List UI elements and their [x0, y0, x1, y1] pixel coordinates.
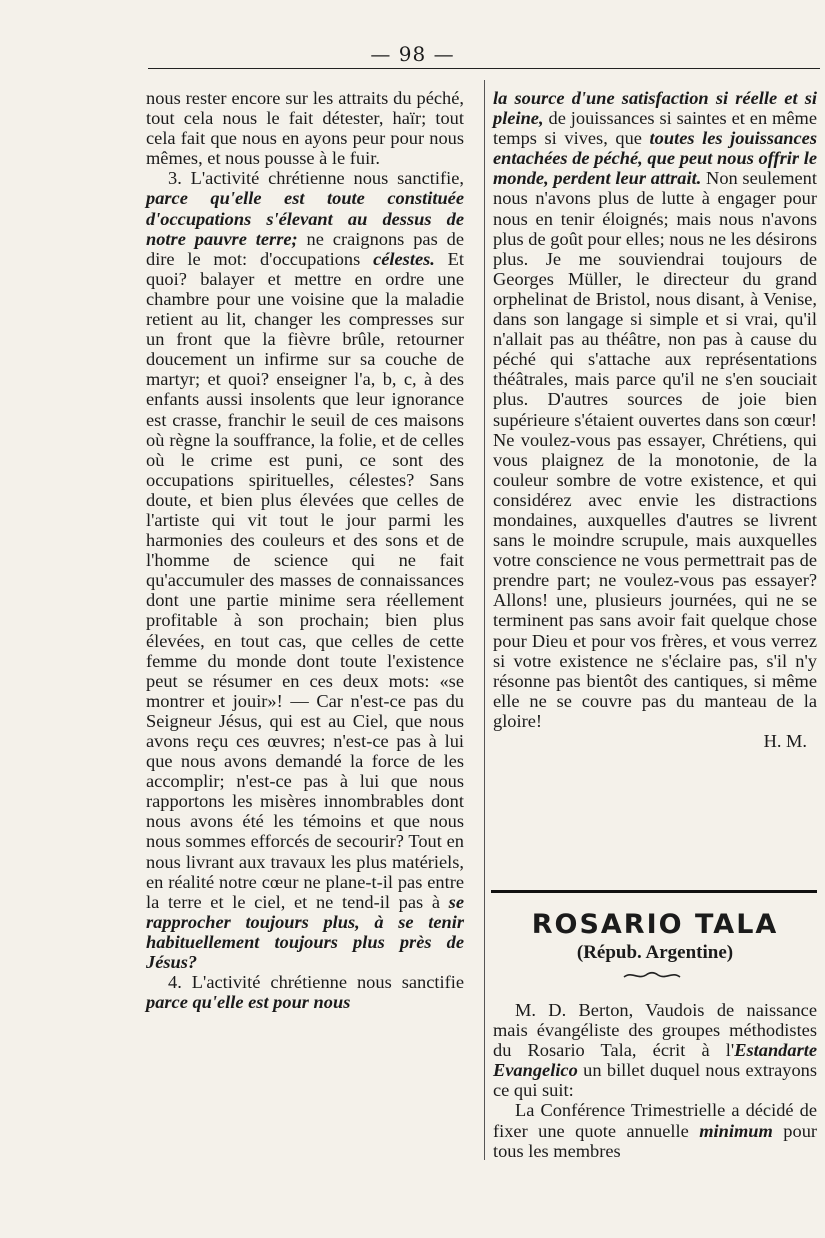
italic-text: minimum: [699, 1120, 773, 1141]
right-column: [493, 88, 817, 751]
paragraph-text: 3. L'activité chrétienne nous sanctifie,: [168, 168, 464, 189]
section-body: [493, 1000, 817, 1161]
italic-text: célestes.: [373, 248, 435, 269]
paragraph-text: Et quoi? balayer et mettre en ordre une chambre pour une voisine que la maladie retient au lit, changer les compresses sur un front que la fièvre brûle, retourner doucement un infirme sur sa couche de martyr; et quoi? enseigner l'a, b, c, à des enfants aussi insolents que leur ignorance est crasse, franchir le seuil de ces maisons où règne la souffrance, la folie, et de celles où le crime est puni, ce sont des occupations spirituelles, célestes? Sans doute, et bien plus élevées que celles de l'artiste qui vit tout le jour parmi les harmonies des couleurs et des sons et de l'homme de science qui ne fait qu'accumuler des masses de connaissances dont une partie minime sera réellement profitable à son prochain; bien plus élevées, en tout cas, que celles de cette femme du monde dont toute l'existence peut se résumer en ces deux mots: «se montrer et jouir»! — Car n'est-ce pas du Seigneur Jésus, qui est au Ciel, que nous avons reçu ces œuvres; n'est-ce pas à lui que nous avons demandé la force de les accomplir; n'est-ce pas à lui que nous rapportons les misères innombrables dont nous avons été les témoins et que nous nous sommes efforcés de secourir? Tout en nous livrant aux travaux les plus matériels, en réalité notre cœur ne plane-t-il pas entre la terre et le ciel, et ne tend-il pas à: [146, 248, 464, 912]
section-subtitle: (Répub. Argentine): [576, 942, 734, 963]
italic-text: se rapprocher toujours plus, à se tenir habituellement toujours plus près de Jésus?: [146, 891, 464, 973]
italic-text: parce qu'elle est toute constituée d'occupations s'élevant au dessus de notre pauvre terre;: [146, 188, 464, 249]
italic-text: toutes les jouissances entachées de péché, que peut nous offrir le monde, perdent leur attrait.: [493, 128, 817, 189]
paragraph: [146, 88, 464, 168]
paragraph-text: un billet duquel nous extrayons ce qui suit:: [493, 1060, 817, 1101]
italic-text: parce qu'elle est pour nous: [146, 992, 351, 1013]
page-number: — 98 —: [370, 42, 455, 66]
italic-text: la source d'une satisfaction si réelle et si pleine,: [493, 88, 817, 129]
paragraph: [146, 972, 464, 1012]
paragraph-text: nous rester encore sur les attraits du péché, tout cela nous le fait détester, haïr; tout cela fait que nous en ayons peur pour nous mêmes, et nous pousse à le fuir.: [146, 88, 464, 169]
paragraph: [493, 1000, 817, 1100]
section-rule: [491, 890, 817, 893]
paragraph-text: pour tous les membres: [493, 1120, 818, 1161]
left-column: [146, 88, 464, 1012]
italic-text: Estandarte Evangelico: [493, 1040, 817, 1081]
signature: H. M.: [763, 731, 807, 751]
paragraph-text: de jouissances si saintes et en même temps si vives, que: [493, 108, 817, 149]
paragraph-text: M. D. Berton, Vaudois de naissance mais évangéliste des groupes méthodistes du Rosario Tala, écrit à l': [493, 1000, 817, 1061]
paragraph-text: Non seulement nous n'avons plus de lutte à engager pour nous en tenir éloignés; mais nous n'avons plus de goût pour elles; nous ne les désirons plus. Je me souviendrai toujours de Georges Müller, le directeur du grand orphelinat de Bristol, nous disant, à Venise, dans son langage si simple et si vrai, qu'il n'allait pas au théâtre, non pas à cause du péché qui s'attache aux représentations théâtrales, mais parce qu'il ne s'en souciait plus. D'autres sources de joie bien supérieure s'étaient ouvertes dans son cœur! Ne voulez-vous pas essayer, Chrétiens, qui vous plaignez de la monotonie, de la couleur sombre de votre existence, et qui considérez avec envie les distractions mondaines, auxquelles d'autres se livrent sans le moindre scrupule, mais auxquelles votre conscience ne vous permettrait pas de prendre part; ne voulez-vous pas essayer? Allons! une, plusieurs journées, qui ne se terminent pas sans avoir fait quelque chose pour Dieu et pour vos frères, et vous verrez si votre existence ne s'éclaire pas, s'il n'y résonne pas bientôt des cantiques, si même elle ne se couvre pas du manteau de la gloire!: [493, 168, 817, 731]
paragraph-text: ne craignons pas de dire le mot: d'occupations: [146, 228, 464, 269]
paragraph: [493, 1100, 817, 1160]
ornament-flourish-icon: [622, 968, 682, 982]
paragraph-text: 4. L'activité chrétienne nous sanctifie: [168, 972, 464, 993]
paragraph-text: La Conférence Trimestrielle a décidé de fixer une quote annuelle: [493, 1100, 817, 1141]
paragraph: [146, 168, 464, 972]
header-rule: [148, 68, 820, 69]
paragraph: [493, 88, 817, 731]
section-title: ROSARIO TALA: [531, 909, 779, 940]
column-divider: [484, 80, 485, 1160]
